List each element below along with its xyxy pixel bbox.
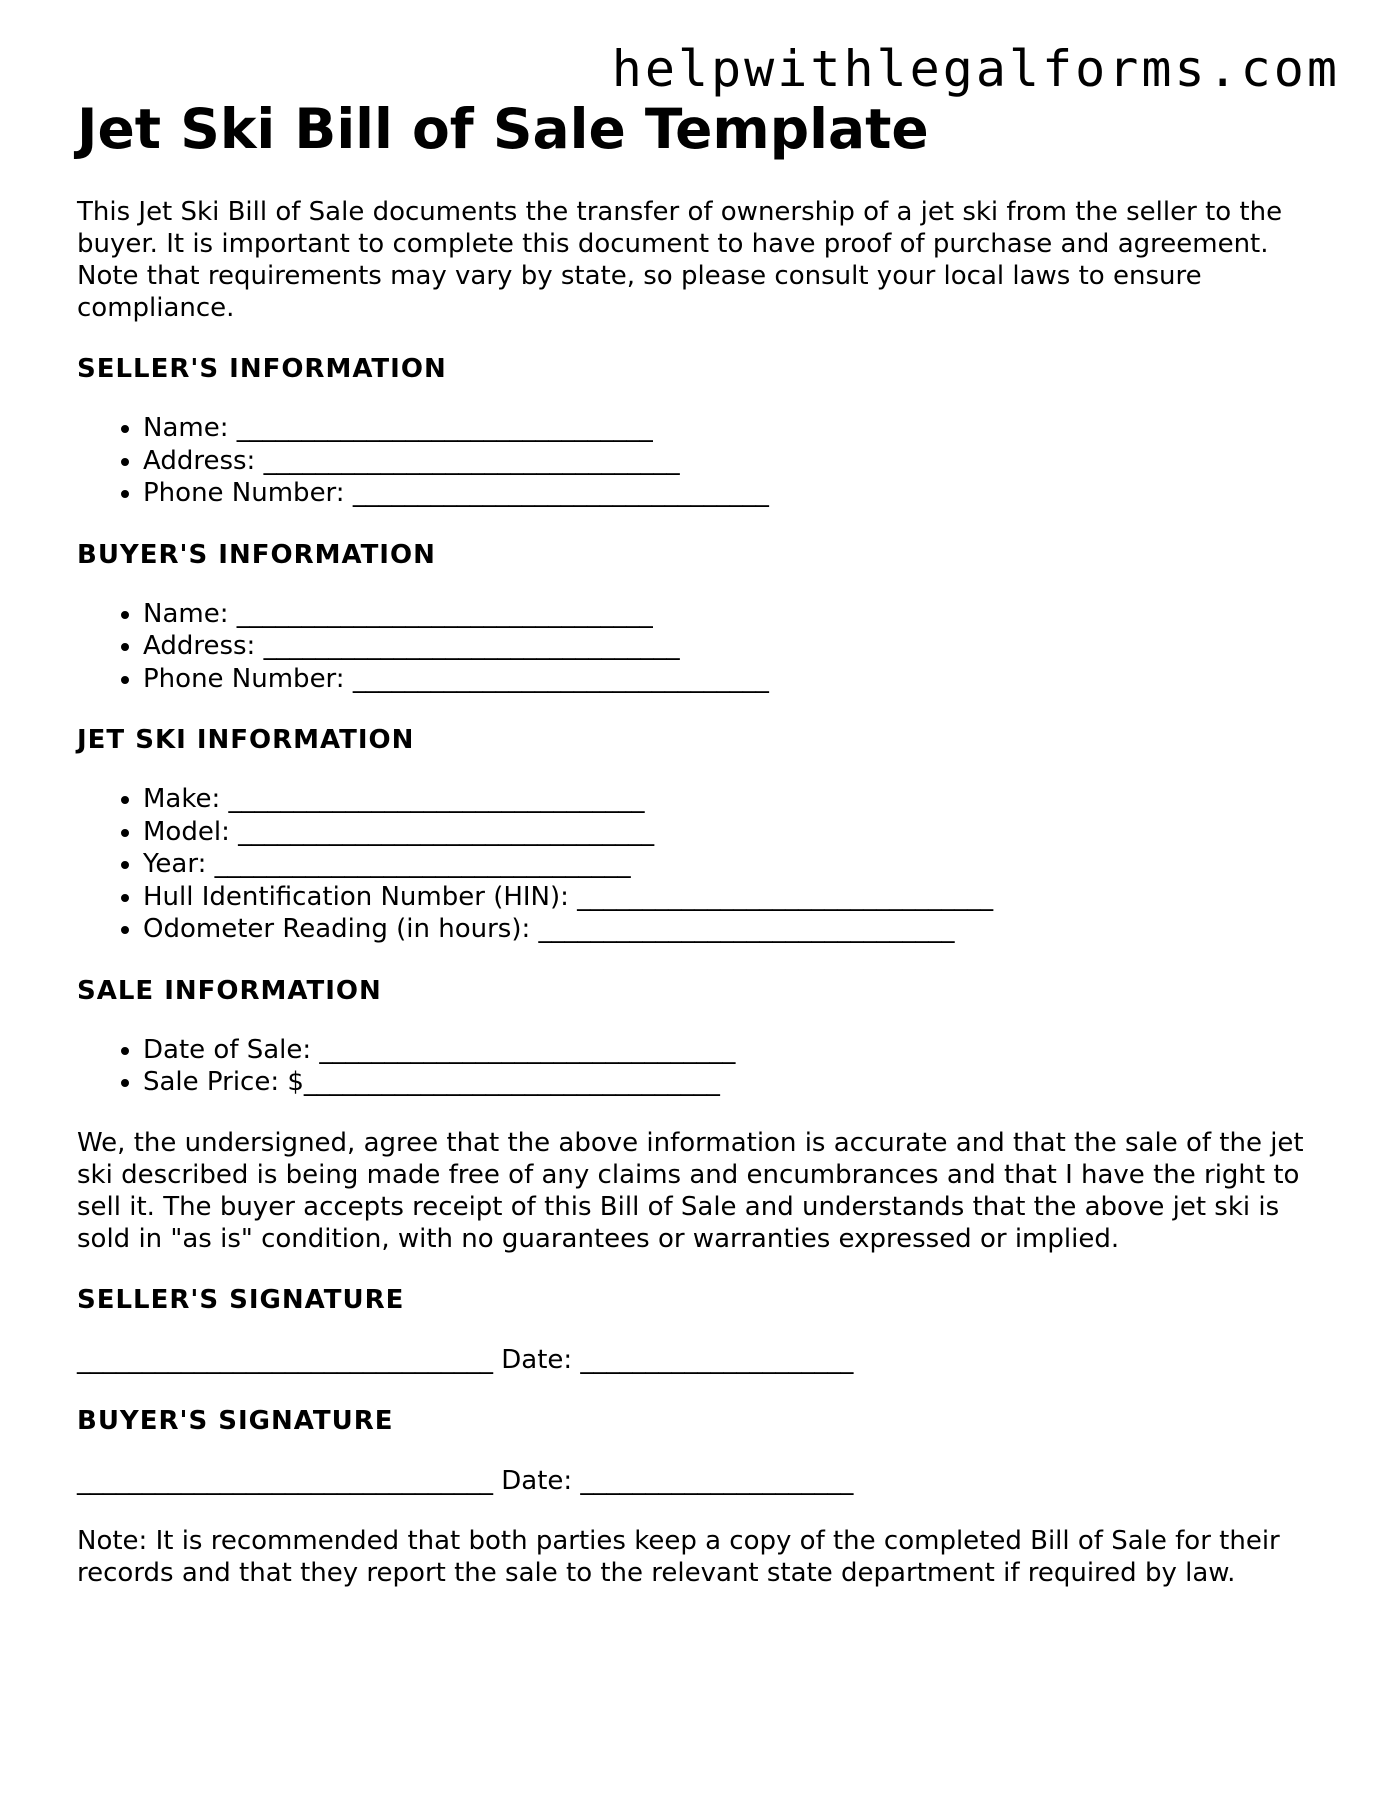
buyer-signature-line: ________________________________ Date: _____________________ (77, 1465, 854, 1496)
jetski-make-field: • Make: ________________________________ (143, 783, 1307, 816)
sale-info-list (77, 1034, 1307, 1099)
jetski-info-list (77, 783, 1307, 946)
agreement-paragraph: We, the undersigned, agree that the above information is accurate and that the sale of the jet ski described is being made free of any claims and encumbrances and that I have the right to sell it. The buyer accepts receipt of this Bill of Sale and understands that the above jet ski is sold in "as is" condition, with no guarantees or warranties expressed or implied. (77, 1127, 1304, 1254)
site-watermark: helpwithlegalforms.com (611, 40, 1340, 98)
buyer-signature-heading: BUYER'S SIGNATURE (77, 1405, 394, 1436)
jetski-info-heading: JET SKI INFORMATION (77, 725, 415, 755)
seller-signature-line: ________________________________ Date: _____________________ (77, 1344, 854, 1375)
jetski-hin-field: • Hull Identification Number (HIN): ________________________________ (143, 881, 1307, 914)
buyer-info-heading: BUYER'S INFORMATION (77, 539, 436, 570)
sale-price-field: • Sale Price: $________________________________ (143, 1066, 1307, 1099)
sale-date-field: • Date of Sale: ________________________________ (143, 1034, 1307, 1067)
closing-note: Note: It is recommended that both parties keep a copy of the completed Bill of Sale for their records and that they report the sale to the relevant state department if required by law. (77, 1525, 1280, 1588)
buyer-name-field: • Name: ________________________________ (143, 598, 1307, 631)
document-title: Jet Ski Bill of Sale Template (77, 97, 929, 161)
seller-phone-field: • Phone Number: ________________________________ (143, 477, 1307, 510)
seller-info-heading: SELLER'S INFORMATION (77, 354, 447, 384)
sale-info-heading: SALE INFORMATION (77, 975, 382, 1006)
buyer-phone-field: • Phone Number: ________________________________ (143, 663, 1307, 696)
document-page (77, 96, 1307, 1589)
jetski-odometer-field: • Odometer Reading (in hours): ________________________________ (143, 913, 1307, 946)
jetski-year-field: • Year: ________________________________ (143, 848, 1307, 881)
jetski-model-field: • Model: ________________________________ (143, 816, 1307, 849)
seller-name-field: • Name: ________________________________ (143, 412, 1307, 445)
seller-info-list (77, 412, 1307, 510)
intro-paragraph: This Jet Ski Bill of Sale documents the transfer of ownership of a jet ski from the seller to the buyer. It is important to complete this document to have proof of purchase and agreement. Note that requirements may vary by state, so please consult your local laws to ensure compliance. (77, 197, 1283, 323)
seller-address-field: • Address: ________________________________ (143, 445, 1307, 478)
buyer-info-list (77, 598, 1307, 696)
buyer-address-field: • Address: ________________________________ (143, 630, 1307, 663)
seller-signature-heading: SELLER'S SIGNATURE (77, 1284, 405, 1315)
